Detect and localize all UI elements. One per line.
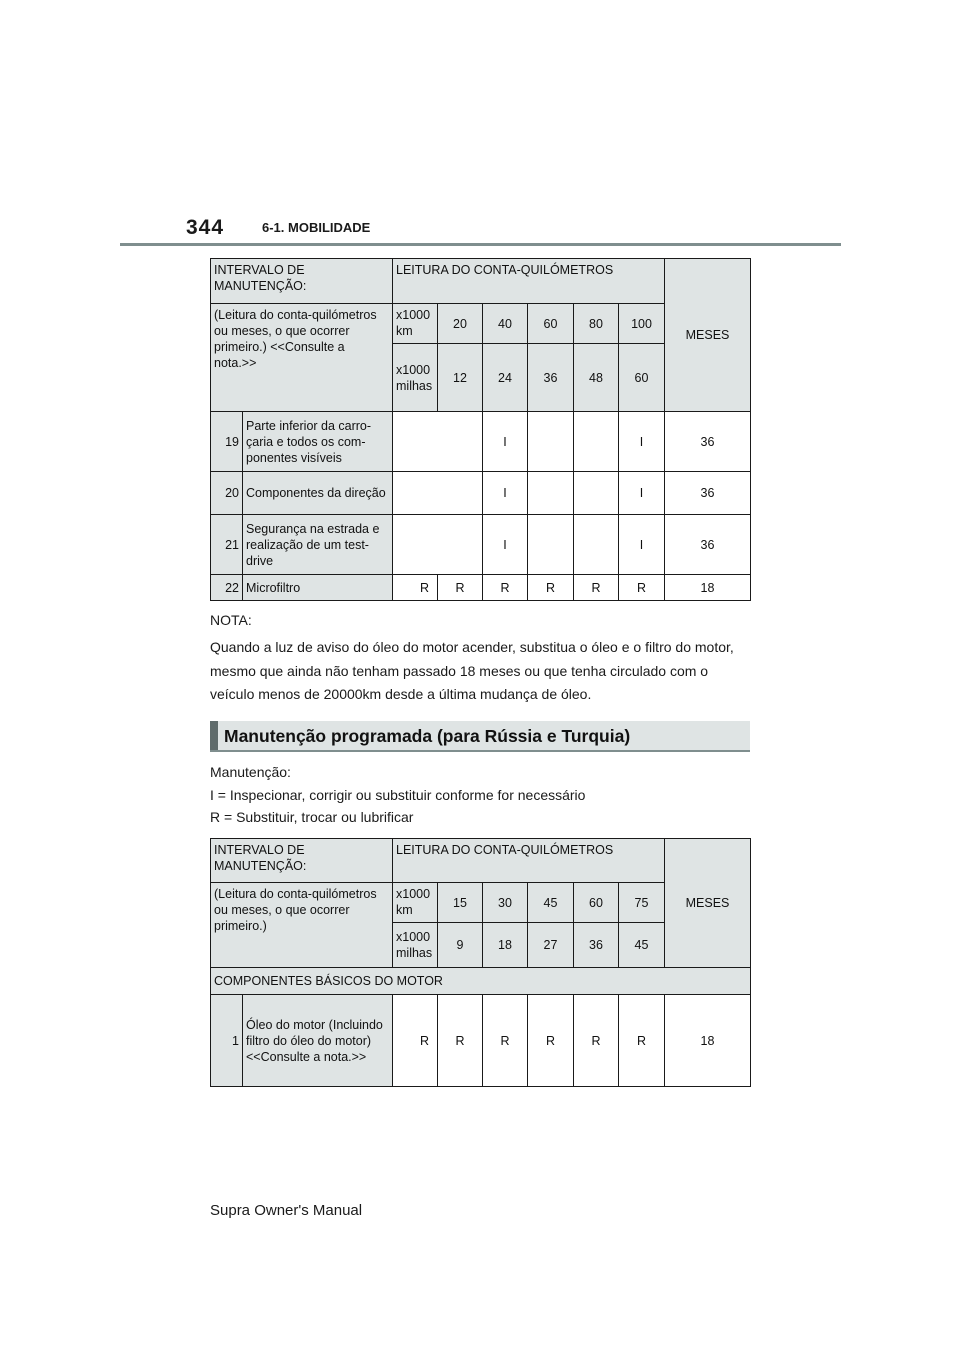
item-number: 1 [211, 995, 243, 1087]
miles-label: x1000 milhas [393, 923, 438, 968]
schedule-cell: R [528, 575, 574, 601]
schedule-cell [574, 515, 619, 575]
schedule-cell [393, 515, 483, 575]
km-value: 30 [483, 883, 528, 923]
odometer-header: LEITURA DO CONTA-QUILÓMETROS [393, 259, 665, 304]
note-label: NOTA: [210, 612, 252, 628]
months-value: 18 [665, 995, 751, 1087]
item-name: Óleo do motor (Incluindo filtro do óleo do motor) <<Consulte a nota.>> [243, 995, 393, 1087]
legend-replace: R = Substituir, trocar ou lubrificar [210, 809, 414, 825]
miles-value: 27 [528, 923, 574, 968]
item-number: 22 [211, 575, 243, 601]
table-row [211, 995, 751, 1087]
item-name: Segurança na estrada e realização de um test-drive [243, 515, 393, 575]
months-value: 18 [665, 575, 751, 601]
whichever-first-note: (Leitura do conta-quilómetros ou meses, o que ocorrer primeiro.) <<Consulte a nota.>> [211, 304, 393, 412]
legend-title: Manutenção: [210, 764, 291, 780]
schedule-cell: R [619, 575, 665, 601]
km-value: 75 [619, 883, 665, 923]
miles-value: 24 [483, 344, 528, 412]
schedule-cell [574, 472, 619, 515]
months-value: 36 [665, 472, 751, 515]
heading-accent-bar [210, 721, 218, 750]
schedule-cell [528, 472, 574, 515]
item-number: 21 [211, 515, 243, 575]
km-label: x1000 km [393, 304, 438, 344]
schedule-cell: I [619, 472, 665, 515]
schedule-cell: R [438, 995, 483, 1087]
item-name: Microfiltro [243, 575, 393, 601]
miles-value: 12 [438, 344, 483, 412]
miles-value: 36 [528, 344, 574, 412]
schedule-cell: R [393, 575, 438, 601]
schedule-cell: R [619, 995, 665, 1087]
schedule-cell: I [483, 515, 528, 575]
schedule-cell: R [528, 995, 574, 1087]
km-label: x1000 km [393, 883, 438, 923]
schedule-cell: R [438, 575, 483, 601]
schedule-cell [393, 472, 483, 515]
schedule-cell: R [574, 575, 619, 601]
header-rule [120, 243, 841, 246]
km-value: 20 [438, 304, 483, 344]
schedule-cell: I [483, 412, 528, 472]
schedule-cell: I [619, 412, 665, 472]
whichever-first-note: (Leitura do conta-quilómetros ou meses, o que ocorrer primeiro.) [211, 883, 393, 968]
schedule-cell [528, 515, 574, 575]
km-value: 15 [438, 883, 483, 923]
page-number: 344 [186, 216, 225, 239]
miles-value: 9 [438, 923, 483, 968]
component-group-header: COMPONENTES BÁSICOS DO MOTOR [211, 968, 751, 995]
km-value: 40 [483, 304, 528, 344]
maintenance-table-2 [210, 838, 751, 1087]
schedule-cell: R [483, 995, 528, 1087]
miles-value: 45 [619, 923, 665, 968]
interval-header: INTERVALO DE MANUTENÇÃO: [211, 839, 393, 883]
miles-value: 48 [574, 344, 619, 412]
schedule-cell: R [393, 995, 438, 1087]
item-name: Parte inferior da carro-çaria e todos os com-ponentes visíveis [243, 412, 393, 472]
interval-header: INTERVALO DE MANUTENÇÃO: [211, 259, 393, 304]
km-value: 60 [574, 883, 619, 923]
table-row [211, 412, 751, 472]
miles-value: 36 [574, 923, 619, 968]
item-number: 19 [211, 412, 243, 472]
odometer-header: LEITURA DO CONTA-QUILÓMETROS [393, 839, 665, 883]
table-row [211, 472, 751, 515]
schedule-cell [393, 412, 483, 472]
maintenance-table-1 [210, 258, 751, 601]
schedule-cell [528, 412, 574, 472]
footer-manual-title: Supra Owner's Manual [210, 1202, 363, 1219]
months-value: 36 [665, 515, 751, 575]
item-number: 20 [211, 472, 243, 515]
schedule-cell: R [483, 575, 528, 601]
schedule-cell: I [619, 515, 665, 575]
miles-label: x1000 milhas [393, 344, 438, 412]
note-text: Quando a luz de aviso do óleo do motor acender, substitua o óleo e o filtro do motor, mesmo que ainda não tenham passado 18 meses ou que tenha circulado com o veículo menos de 20000km desde a última mudança de óleo. [210, 639, 734, 702]
schedule-cell [574, 412, 619, 472]
miles-value: 60 [619, 344, 665, 412]
item-name: Componentes da direção [243, 472, 393, 515]
table-row [211, 575, 751, 601]
km-value: 60 [528, 304, 574, 344]
schedule-cell: I [483, 472, 528, 515]
km-value: 80 [574, 304, 619, 344]
months-value: 36 [665, 412, 751, 472]
legend-inspect: I = Inspecionar, corrigir ou substituir conforme for necessário [210, 787, 586, 803]
miles-value: 18 [483, 923, 528, 968]
km-value: 45 [528, 883, 574, 923]
section-heading [210, 721, 750, 752]
section-title: 6-1. MOBILIDADE [262, 220, 371, 235]
months-header: MESES [665, 839, 751, 968]
table-row [211, 515, 751, 575]
section-heading-text: Manutenção programada (para Rússia e Turquia) [224, 726, 631, 746]
schedule-cell: R [574, 995, 619, 1087]
km-value: 100 [619, 304, 665, 344]
months-header: MESES [665, 259, 751, 412]
